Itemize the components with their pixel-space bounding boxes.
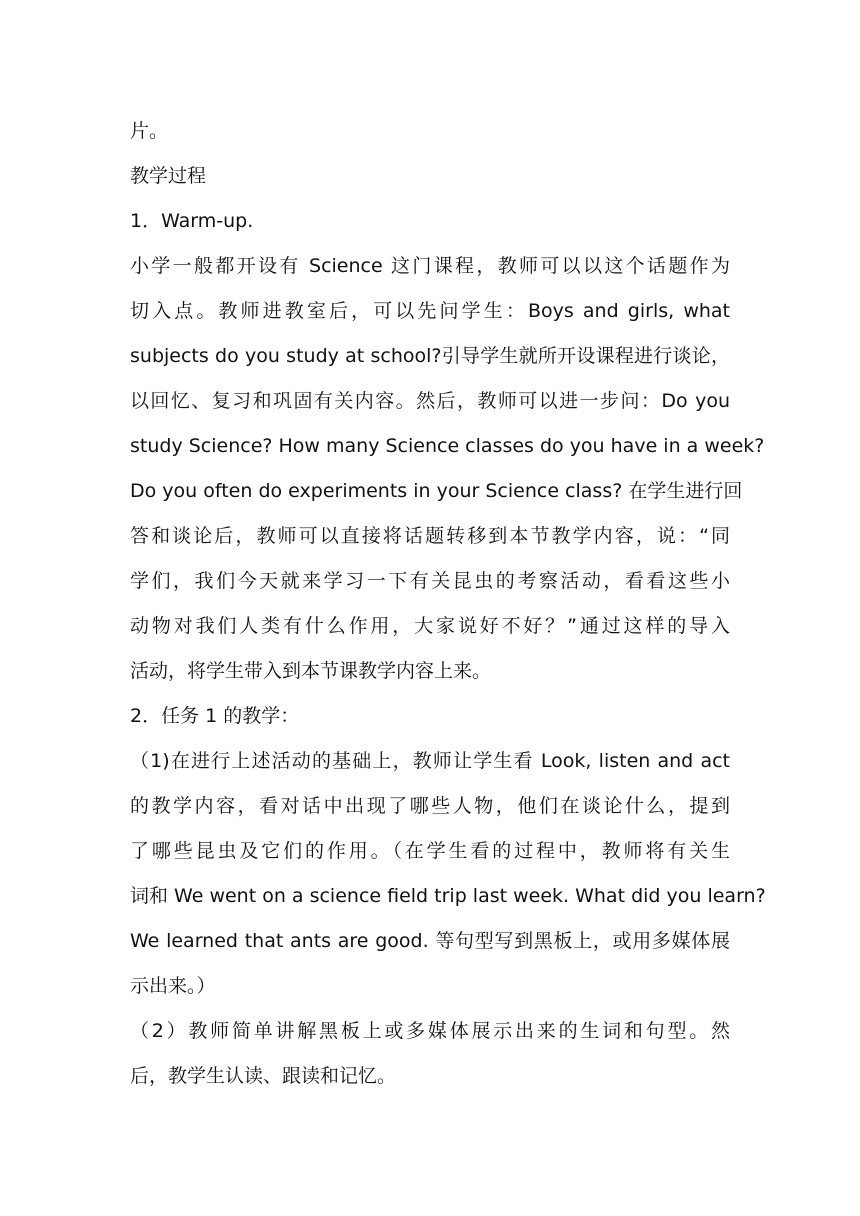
step-heading: 1．Warm-up. (130, 210, 254, 232)
text-line: 片。 (130, 120, 169, 142)
text-line: 的教学内容，看对话中出现了哪些人物，他们在谈论什么，提到 (130, 795, 730, 817)
section-heading: 教学过程 (130, 165, 207, 187)
text-line: 切入点。教师进教室后，可以先问学生：Boys and girls, what (130, 300, 730, 322)
text-line: 词和 We went on a science field trip last week. What did you learn? (130, 885, 766, 907)
text-line: 动物对我们人类有什么作用，大家说好不好？”通过这样的导入 (130, 615, 730, 637)
text-line: 以回忆、复习和巩固有关内容。然后，教师可以进一步问：Do you (130, 390, 730, 412)
text-line: study Science? How many Science classes do you have in a week? (130, 435, 765, 457)
text-line: 活动，将学生带入到本节课教学内容上来。 (130, 660, 492, 682)
text-line: 学们，我们今天就来学习一下有关昆虫的考察活动，看看这些小 (130, 570, 730, 592)
text-line: 答和谈论后，教师可以直接将话题转移到本节教学内容，说：“同 (130, 525, 730, 547)
text-line: subjects do you study at school?引导学生就所开设课程进行谈论， (130, 345, 730, 367)
text-line: 后，教学生认读、跟读和记忆。 (130, 1065, 397, 1087)
text-line: （2）教师简单讲解黑板上或多媒体展示出来的生词和句型。然 (130, 1020, 730, 1042)
text-line: （1)在进行上述活动的基础上，教师让学生看 Look, listen and act (130, 750, 730, 772)
text-line: 小学一般都开设有 Science 这门课程，教师可以以这个话题作为 (130, 255, 730, 277)
text-line: 示出来。） (130, 975, 216, 997)
text-line: We learned that ants are good. 等句型写到黑板上，或用多媒体展 (130, 930, 730, 952)
step-heading: 2．任务 1 的教学： (130, 705, 300, 727)
text-line: 了哪些昆虫及它们的作用。（在学生看的过程中，教师将有关生 (130, 840, 730, 862)
text-line: Do you often do experiments in your Science class? 在学生进行回 (130, 480, 743, 502)
document-body (130, 109, 766, 1099)
